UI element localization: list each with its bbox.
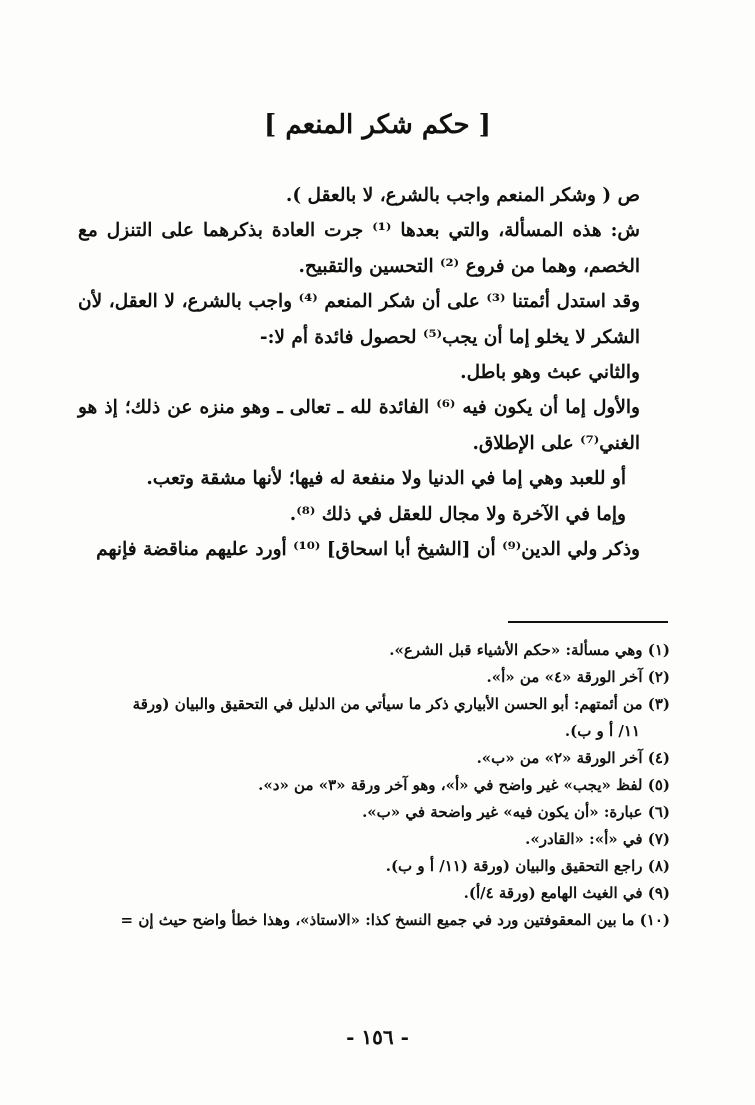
footnote: (٢) آخر الورقة «٤» من «أ». (486, 668, 670, 686)
footnote: (٦) عبارة: «أن يكون فيه» غير واضحة في «ب». (362, 803, 670, 821)
main-text (78, 178, 666, 567)
text-paragraph: وإما في الآخرة ولا مجال للعقل في ذلك ⁽⁸⁾. (289, 503, 626, 525)
footnotes (78, 637, 670, 934)
footnote: (٩) في الغيث الهامع (ورقة ٤/أ). (463, 884, 670, 902)
text-paragraph: وذكر ولي الدين⁽⁹⁾ أن [الشيخ أبا اسحاق] ⁽¹⁰⁾ أورد عليهم مناقضة فإنهم (96, 539, 640, 561)
page-number: - ١٥٦ - (346, 1025, 409, 1049)
text-paragraph: ش: هذه المسألة، والتي بعدها ⁽¹⁾ جرت العادة بذكرهما على التنزل مع الخصم، وهما من فروع ⁽²⁾ التحسين والتقبيح. (78, 220, 640, 277)
text-paragraph: ص ( وشكر المنعم واجب بالشرع، لا بالعقل ). (285, 185, 640, 206)
footnote-divider (508, 621, 668, 623)
footnote: (١٠) ما بين المعقوفتين ورد في جميع النسخ كذا: «الاستاذ»، وهذا خطأ واضح حيث إن = (120, 911, 670, 929)
text-paragraph: أو للعبد وهي إما في الدنيا ولا منفعة له فيها؛ لأنها مشقة وتعب. (146, 468, 626, 490)
text-paragraph: والأول إما أن يكون فيه ⁽⁶⁾ الفائدة لله ـ تعالى ـ وهو منزه عن ذلك؛ إذ هو الغني⁽⁷⁾ على الإطلاق. (78, 397, 640, 454)
text-paragraph: والثاني عبث وهو باطل. (460, 362, 640, 384)
section-heading: [ حكم شكر المنعم ] (264, 110, 491, 140)
footnote: (٥) لفظ «يجب» غير واضح في «أ»، وهو آخر ورقة «٣» من «د». (258, 776, 670, 794)
footnote: (٣) من أئمتهم: أبو الحسن الأبياري ذكر ما سيأتي من الدليل في التحقيق والبيان (ورقة (132, 695, 670, 713)
text-paragraph: وقد استدل أئمتنا ⁽³⁾ على أن شكر المنعم ⁽⁴⁾ واجب بالشرع، لا العقل، لأن الشكر لا يخلو إما أن يجب⁽⁵⁾ لحصول فائدة أم لا:- (78, 291, 641, 348)
footnote: (٨) راجع التحقيق والبيان (ورقة (١١/ أ و ب). (385, 857, 670, 875)
footnote-continuation: ١١/ أ و ب). (564, 722, 640, 740)
footnote: (١) وهي مسألة: «حكم الأشياء قبل الشرع». (389, 641, 670, 659)
footnote: (٧) في «أ»: «القادر». (525, 830, 670, 848)
footnote: (٤) آخر الورقة «٢» من «ب». (476, 749, 670, 767)
